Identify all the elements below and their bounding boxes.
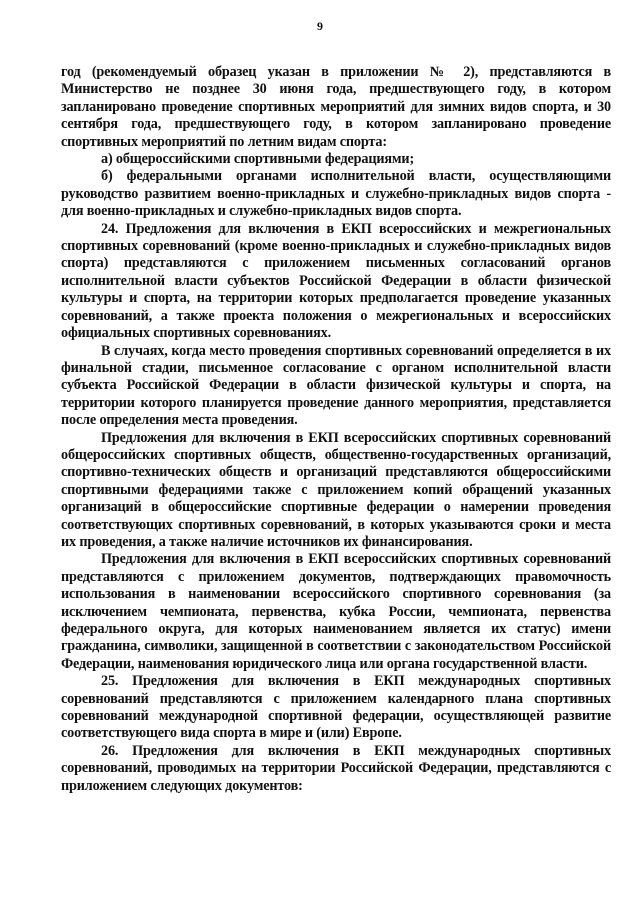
paragraph: 25. Предложения для включения в ЕКП международных спортивных соревнований представляются с приложением календарного плана спортивных соревнований международной спортивной федерации, осуществляющей развитие соответствующего вида спорта в мире и (или) Европе. [61,673,611,742]
page-number: 9 [317,19,323,33]
paragraph: 26. Предложения для включения в ЕКП международных спортивных соревнований, проводимых на территории Российской Федерации, представляются с приложением следующих документов: [61,742,611,794]
paragraph: год (рекомендуемый образец указан в приложении № 2), представляются в Министерство не позднее 30 июня года, предшествующего году, в котором запланировано проведение спортивных мероприятий для зимних видов спорта, и 30 сентября года, предшествующего году, в котором запланировано проведение спортивных мероприятий по летним видам спорта: [61,64,611,150]
paragraph: В случаях, когда место проведения спортивных соревнований определяется в их финальной стадии, письменное согласование с органом исполнительной власти субъекта Российской Федерации в области физической культуры и спорта, на территории которого планируется проведение данного мероприятия, представляется после определения места проведения. [61,342,611,429]
paragraph: 24. Предложения для включения в ЕКП всероссийских и межрегиональных спортивных соревнований (кроме военно-прикладных и служебно-прикладных видов спорта) представляются с приложением письменных согласований органов исполнительной власти субъектов Российской Федерации в области физической культуры и спорта, на территории которых предполагается проведение указанных соревнований, а также проекта положения о межрегиональных и всероссийских официальных спортивных соревнованиях. [61,220,611,342]
paragraph: б) федеральными органами исполнительной власти, осуществляющими руководство развитием военно-прикладных и служебно-прикладных видов спорта - для военно-прикладных и служебно-прикладных видов спорта. [61,168,611,220]
paragraph: Предложения для включения в ЕКП всероссийских спортивных соревнований представляются с приложением документов, подтверждающих правомочность использования в наименовании всероссийского спортивного соревнования (за исключением чемпионата, первенства, кубка России, чемпионата, первенства федерального округа, для которых наименованием является их статус) имени гражданина, символики, защищенной в соответствии с законодательством Российской Федерации, наименования юридического лица или органа государственной власти. [61,551,611,672]
document-body [61,64,611,795]
paragraph: а) общероссийскими спортивными федерациями; [101,151,415,168]
paragraph: Предложения для включения в ЕКП всероссийских спортивных соревнований общероссийских спортивных обществ, общественно-государственных организаций, спортивно-технических обществ и организаций представляются общероссийскими спортивными федерациями также с приложением копий обращений указанных организаций в общероссийские спортивные федерации о намерении проведения соответствующих спортивных соревнований, в которых указываются сроки и места их проведения, а также наличие источников их финансирования. [61,429,611,550]
